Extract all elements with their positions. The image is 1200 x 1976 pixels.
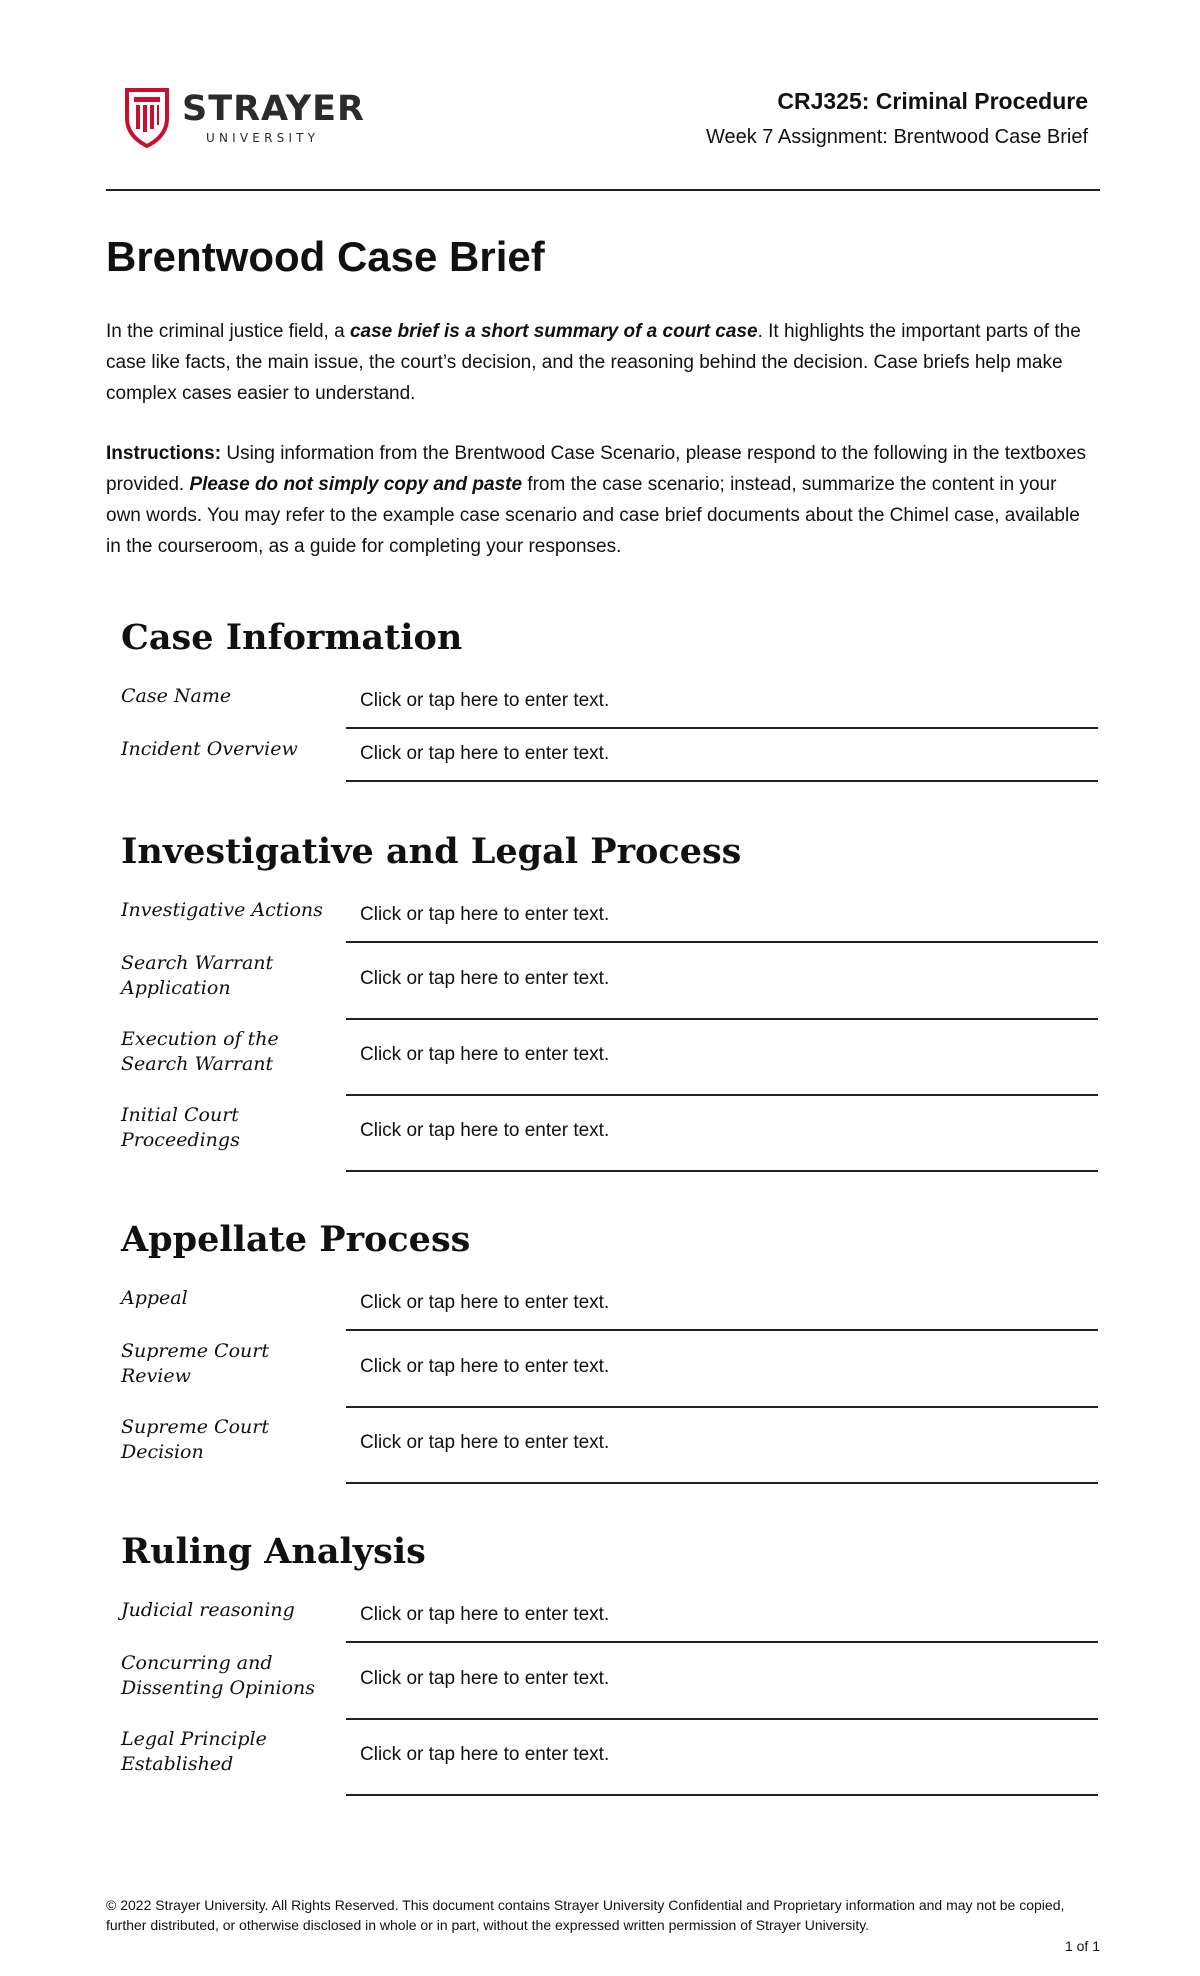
assignment-name: Week 7 Assignment: Brentwood Case Brief bbox=[705, 126, 1088, 148]
case-name-field[interactable] bbox=[346, 684, 1098, 729]
form-row-incident-overview bbox=[121, 737, 1098, 782]
form-row-legal-principle bbox=[121, 1727, 1098, 1796]
field-label: Case Name bbox=[121, 685, 232, 707]
section-title-ruling-analysis: Ruling Analysis bbox=[121, 1531, 426, 1572]
field-label: Appeal bbox=[121, 1287, 188, 1309]
judicial-reasoning-field[interactable] bbox=[346, 1598, 1098, 1643]
field-label: Execution of the Search Warrant bbox=[121, 1028, 279, 1075]
supreme-court-decision-field[interactable] bbox=[346, 1415, 1098, 1484]
document-header bbox=[106, 82, 1100, 192]
form-row-appeal bbox=[121, 1286, 1098, 1331]
field-label: Supreme Court Review bbox=[121, 1340, 269, 1387]
form-row-supreme-court-decision bbox=[121, 1415, 1098, 1484]
field-label: Supreme Court Decision bbox=[121, 1416, 269, 1463]
field-label: Search Warrant Application bbox=[121, 952, 274, 999]
field-label: Legal Principle Established bbox=[121, 1728, 267, 1775]
execution-search-warrant-field[interactable] bbox=[346, 1027, 1098, 1096]
field-label: Initial Court Proceedings bbox=[121, 1104, 240, 1151]
header-divider bbox=[106, 189, 1100, 191]
search-warrant-application-field[interactable] bbox=[346, 951, 1098, 1020]
section-title-appellate-process: Appellate Process bbox=[121, 1219, 471, 1260]
copyright-footer: © 2022 Strayer University. All Rights Reserved. This document contains Strayer University Confidential and Proprietary information and may not be copied, further distributed, or otherwise disclosed in whole or in part, without the expressed written permission of Strayer University. bbox=[106, 1897, 1065, 1933]
shield-logo-icon bbox=[124, 88, 170, 148]
initial-court-proceedings-field[interactable] bbox=[346, 1103, 1098, 1172]
supreme-court-review-field[interactable] bbox=[346, 1339, 1098, 1408]
strayer-logo bbox=[124, 88, 384, 148]
field-placeholder: Click or tap here to enter text. bbox=[360, 1604, 610, 1625]
legal-principle-field[interactable] bbox=[346, 1727, 1098, 1796]
form-row-investigative-actions bbox=[121, 898, 1098, 943]
field-placeholder: Click or tap here to enter text. bbox=[360, 968, 610, 989]
field-placeholder: Click or tap here to enter text. bbox=[360, 1668, 610, 1689]
field-placeholder: Click or tap here to enter text. bbox=[360, 1432, 610, 1453]
instructions-emphasis: Please do not simply copy and paste bbox=[189, 474, 523, 495]
logo-wordmark: STRAYER bbox=[182, 88, 365, 129]
form-row-judicial-reasoning bbox=[121, 1598, 1098, 1643]
page-title: Brentwood Case Brief bbox=[106, 233, 545, 280]
field-label: Judicial reasoning bbox=[121, 1599, 295, 1621]
field-placeholder: Click or tap here to enter text. bbox=[360, 1292, 610, 1313]
field-label: Investigative Actions bbox=[121, 899, 323, 921]
intro-emphasis: case brief is a short summary of a court case bbox=[349, 321, 758, 342]
instructions-paragraph: Instructions: Using information from the Brentwood Case Scenario, please respond to the following in the textboxes provided. Please do not simply copy and paste from the case scenario; instead, summarize the content in your own words. You may refer to the example case scenario and case brief documents about the Chimel case, available in the courseroom, as a guide for completing your responses. bbox=[106, 443, 1087, 557]
field-placeholder: Click or tap here to enter text. bbox=[360, 690, 610, 711]
field-placeholder: Click or tap here to enter text. bbox=[360, 1356, 610, 1377]
page-number: 1 of 1 bbox=[1064, 1938, 1100, 1954]
form-row-initial-court-proceedings bbox=[121, 1103, 1098, 1172]
instructions-label: Instructions: bbox=[106, 443, 222, 464]
form-row-supreme-court-review bbox=[121, 1339, 1098, 1408]
section-title-investigative-process: Investigative and Legal Process bbox=[121, 831, 742, 872]
field-placeholder: Click or tap here to enter text. bbox=[360, 904, 610, 925]
logo-subtitle: UNIVERSITY bbox=[206, 130, 320, 145]
form-row-search-warrant-application bbox=[121, 951, 1098, 1020]
incident-overview-field[interactable] bbox=[346, 737, 1098, 782]
field-placeholder: Click or tap here to enter text. bbox=[360, 1044, 610, 1065]
course-code: CRJ325: Criminal Procedure bbox=[777, 88, 1088, 114]
form-row-case-name bbox=[121, 684, 1098, 729]
form-row-execution-search-warrant bbox=[121, 1027, 1098, 1096]
field-placeholder: Click or tap here to enter text. bbox=[360, 743, 610, 764]
investigative-actions-field[interactable] bbox=[346, 898, 1098, 943]
field-label: Incident Overview bbox=[121, 738, 298, 760]
intro-paragraph: In the criminal justice field, a case brief is a short summary of a court case. It highlights the important parts of the case like facts, the main issue, the court’s decision, and the reasoning behind the decision. Case briefs help make complex cases easier to understand. bbox=[106, 321, 1081, 404]
form-row-concurring-dissenting bbox=[121, 1651, 1098, 1720]
field-label: Concurring and Dissenting Opinions bbox=[121, 1652, 315, 1699]
appeal-field[interactable] bbox=[346, 1286, 1098, 1331]
section-title-case-information: Case Information bbox=[121, 617, 463, 658]
field-placeholder: Click or tap here to enter text. bbox=[360, 1744, 610, 1765]
concurring-dissenting-field[interactable] bbox=[346, 1651, 1098, 1720]
field-placeholder: Click or tap here to enter text. bbox=[360, 1120, 610, 1141]
